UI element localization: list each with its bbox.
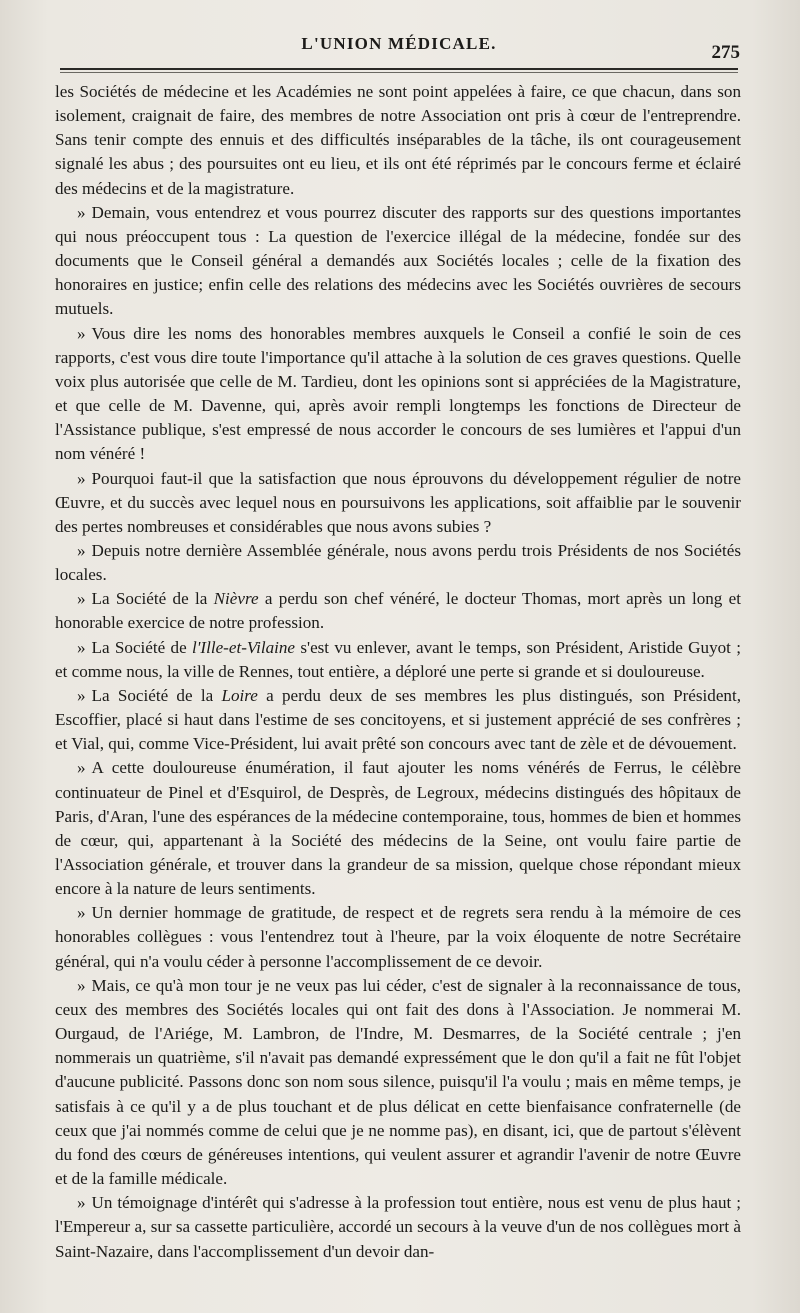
paragraph: » Un dernier hommage de gratitude, de respect et de regrets sera rendu à la mémoire de ces honorables collègues : vous l'entendrez tout à l'heure, par la voix éloquente de notre Secrétaire général, qui n'a voulu céder à personne l'accomplissement de ce devoir.	[55, 903, 741, 971]
paragraph: » A cette douloureuse énumération, il faut ajouter les noms vénérés de Ferrus, le célèbre continuateur de Pinel et d'Esquirol, de Desprès, de Legroux, médecins distingués des hôpitaux de Paris, d'Aran, l'une des espérances de la médecine contemporaine, tous, hommes de bien et hommes de cœur, qui, appartenant à la Société des médecins de la Seine, ont voulu faire partie de l'Association générale, et trouver dans la grandeur de sa mission, quelque chose répondant mieux encore à la nature de leurs sentiments.	[55, 758, 741, 899]
place-name: l'Ille-et-Vilaine	[192, 637, 296, 657]
running-title: L'UNION MÉDICALE.	[301, 34, 497, 53]
header-rule	[60, 68, 738, 70]
paragraph: » Depuis notre dernière Assemblée générale, nous avons perdu trois Présidents de nos Sociétés locales.	[55, 540, 741, 585]
paragraph: » Un témoignage d'intérêt qui s'adresse à la profession tout entière, nous est venu de plus haut ; l'Empereur a, sur sa cassette particulière, accordé un secours à la veuve d'un de nos collègues mort à Saint-Nazaire, dans l'accomplissement d'un devoir dan-	[55, 1193, 741, 1261]
paragraph: » La Société de la Nièvre a perdu son chef vénéré, le docteur Thomas, mort après un long et honorable exercice de notre profession.	[55, 589, 742, 633]
page-header	[58, 30, 740, 66]
page-number: 275	[711, 42, 740, 63]
body-text	[55, 80, 741, 1264]
header-rule-thin	[60, 72, 738, 73]
paragraph: » La Société de la Loire a perdu deux de ses membres les plus distingués, son Président, Escoffier, placé si haut dans l'estime de ses concitoyens, et si justement apprécié de ses confrères ; et Vial, qui, comme Vice-Président, lui avait prêté son concours avec tant de zèle et de dévouement.	[55, 685, 741, 754]
paragraph: » Vous dire les noms des honorables membres auxquels le Conseil a confié le soin de ces rapports, c'est vous dire toute l'importance qu'il attache à la solution de ces graves questions. Quelle voix plus autorisée que celle de M. Tardieu, dont les opinions sont si appréciées de la Magistrature, et que celle de M. Davenne, qui, après avoir rempli longtemps les fonctions de Directeur de l'Assistance publique, s'est empressé de nous accorder le concours de ses lumières et l'appui d'un nom vénéré !	[55, 323, 741, 464]
paragraph: » Demain, vous entendrez et vous pourrez discuter des rapports sur des questions importantes qui nous préoccupent tous : La question de l'exercice illégal de la médecine, fondée sur des documents que le Conseil général a demandés aux Sociétés locales ; celle de la fixation des honoraires en justice; enfin celle des relations des médecins avec les Sociétés ouvrières de secours mutuels.	[55, 202, 741, 319]
place-name: Loire	[221, 685, 258, 705]
paragraph: » La Société de l'Ille-et-Vilaine s'est vu enlever, avant le temps, son Président, Aristide Guyot ; et comme nous, la ville de Rennes, tout entière, a déploré une perte si grande et si douloureuse.	[55, 637, 741, 681]
paragraph: » Pourquoi faut-il que la satisfaction que nous éprouvons du développement régulier de notre Œuvre, et du succès avec lequel nous en poursuivons les applications, soit affaiblie par le souvenir des pertes nombreuses et considérables que nous avons subies ?	[55, 468, 741, 536]
place-name: Nièvre	[213, 589, 259, 609]
paragraph: les Sociétés de médecine et les Académies ne sont point appelées à faire, ce que chacun, dans son isolement, craignait de faire, des membres de notre Association ont pris à cœur de l'entreprendre. Sans tenir compte des ennuis et des difficultés inséparables de la tâche, ils ont courageusement signalé les abus ; des poursuites ont eu lieu, et ils ont été réprimés par le concours ferme et éclairé des médecins et de la magistrature.	[55, 82, 741, 198]
paragraph: » Mais, ce qu'à mon tour je ne veux pas lui céder, c'est de signaler à la reconnaissance de tous, ceux des membres des Sociétés locales qui ont fait des dons à l'Association. Je nommerai M. Ourgaud, de l'Ariége, M. Lambron, de l'Indre, M. Desmarres, de la Société centrale ; j'en nommerais un quatrième, s'il n'avait pas demandé expressément que le don qu'il a fait ne fût l'objet d'aucune publicité. Passons donc son nom sous silence, puisqu'il l'a voulu ; mais en même temps, je satisfais à ce qu'il y a de plus touchant et de plus délicat en cette bienfaisance confraternelle (de ceux que j'ai nommés comme de celui que je ne nomme pas), en disant, ici, que de partout s'élèvent du fond des cœurs de généreuses intentions, qui veulent assurer et agrandir l'avenir de notre Œuvre et de la famille médicale.	[55, 975, 741, 1189]
